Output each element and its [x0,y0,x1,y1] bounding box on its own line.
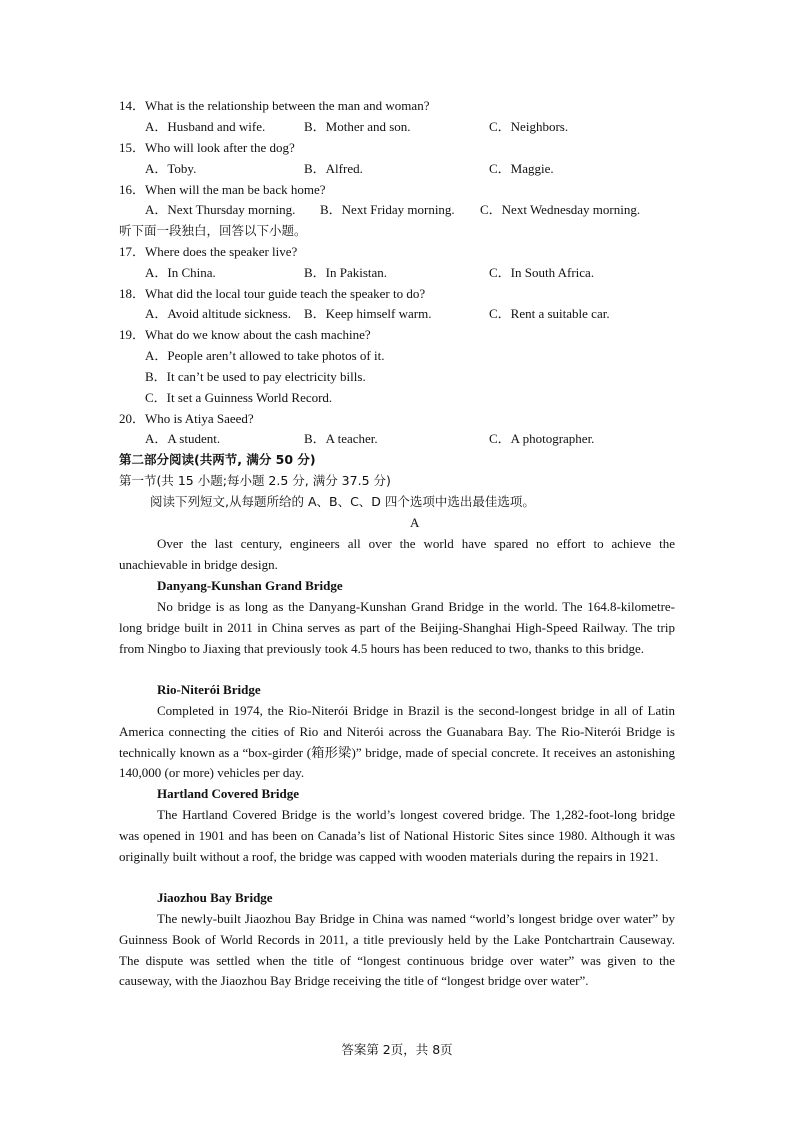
bridge-paragraph: No bridge is as long as the Danyang-Kunshan Grand Bridge in the world. The 164.8-kilometre-long bridge built in 2011 in China serves as part of the Beijing-Shanghai High-Speed Railway. The trip from Ningbo to Jiaxing that previously took 4.5 hours has been reduced to two, thanks to this bridge. [119,599,675,656]
option-a: A．Next Thursday morning. [145,202,296,217]
bridge-paragraph: Completed in 1974, the Rio-Niterói Bridge in Brazil is the second-longest bridge in all of Latin America connecting the cities of Rio and Niterói across the Guanabara Bay. The Rio-Niterói Bridge is technically known as a “box-girder (箱形梁)” bridge, made of special concrete. It receives an astonishing 140,000 (or more) vehicles per day. [119,703,675,781]
intro-paragraph: Over the last century, engineers all over the world have spared no effort to achieve the unachievable in bridge design. [119,536,675,572]
option-b: B．Mother and son. [304,119,411,134]
option-c: C．Maggie. [489,161,554,176]
bridge-paragraph: The newly-built Jiaozhou Bay Bridge in China was named “world’s longest bridge over water” by Guinness Book of World Records in 2011, a title previously held by the Lake Pontchartrain Causeway. The dispute was settled when the title of “longest continuous bridge over water” was given to the causeway, with the Jiaozhou Bay Bridge receiving the title of “longest bridge over water”. [119,911,675,989]
question-stem: 17．Where does the speaker live? [119,244,298,259]
option-b: B．A teacher. [304,431,378,446]
option-a: A．Avoid altitude sickness. [145,306,291,321]
option-c: C．Rent a suitable car. [489,306,610,321]
bridge-heading: Hartland Covered Bridge [157,786,300,801]
option-c: C．Next Wednesday morning. [480,202,641,217]
option-c: C．A photographer. [489,431,595,446]
listening-instruction: 听下面一段独白，回答以下小题。 [119,223,307,238]
option-a: A．Husband and wife. [145,119,266,134]
question-stem: 15．Who will look after the dog? [119,140,295,155]
option-a: A．Toby. [145,161,197,176]
option-c: C．Neighbors. [489,119,569,134]
option-a: A．A student. [145,431,221,446]
reading-instruction: 阅读下列短文,从每题所给的 A、B、C、D 四个选项中选出最佳选项。 [150,494,535,509]
question-stem: 16．When will the man be back home? [119,182,326,197]
bridge-heading: Danyang-Kunshan Grand Bridge [157,578,343,593]
section-title: 第一节(共 15 小题;每小题 2.5 分, 满分 37.5 分) [119,473,391,488]
option-c: C．In South Africa. [489,265,595,280]
option-a: A．People aren’t allowed to take photos of it. [145,348,385,363]
bridge-heading: Rio-Niterói Bridge [157,682,261,697]
question-stem: 18．What did the local tour guide teach the speaker to do? [119,286,426,301]
option-b: B．It can’t be used to pay electricity bills. [145,369,366,384]
passage-label: A [410,515,420,530]
option-b: B．Alfred. [304,161,363,176]
question-stem: 14．What is the relationship between the man and woman? [119,98,430,113]
part-title: 第二部分阅读(共两节, 满分 50 分) [119,452,316,467]
question-stem: 19．What do we know about the cash machine? [119,327,371,342]
page-footer: 答案第 2页，共 8页 [341,1042,453,1057]
option-b: B．Keep himself warm. [304,306,432,321]
option-a: A．In China. [145,265,216,280]
option-b: B．Next Friday morning. [320,202,455,217]
option-b: B．In Pakistan. [304,265,388,280]
bridge-heading: Jiaozhou Bay Bridge [157,890,273,905]
option-c: C．It set a Guinness World Record. [145,390,333,405]
bridge-paragraph: The Hartland Covered Bridge is the world’s longest covered bridge. The 1,282-foot-long bridge was opened in 1901 and has been on Canada’s list of National Historic Sites since 1980. Although it was originally built without a roof, the bridge was capped with wooden materials during the repairs in 1921. [119,807,675,864]
question-stem: 20．Who is Atiya Saeed? [119,411,254,426]
